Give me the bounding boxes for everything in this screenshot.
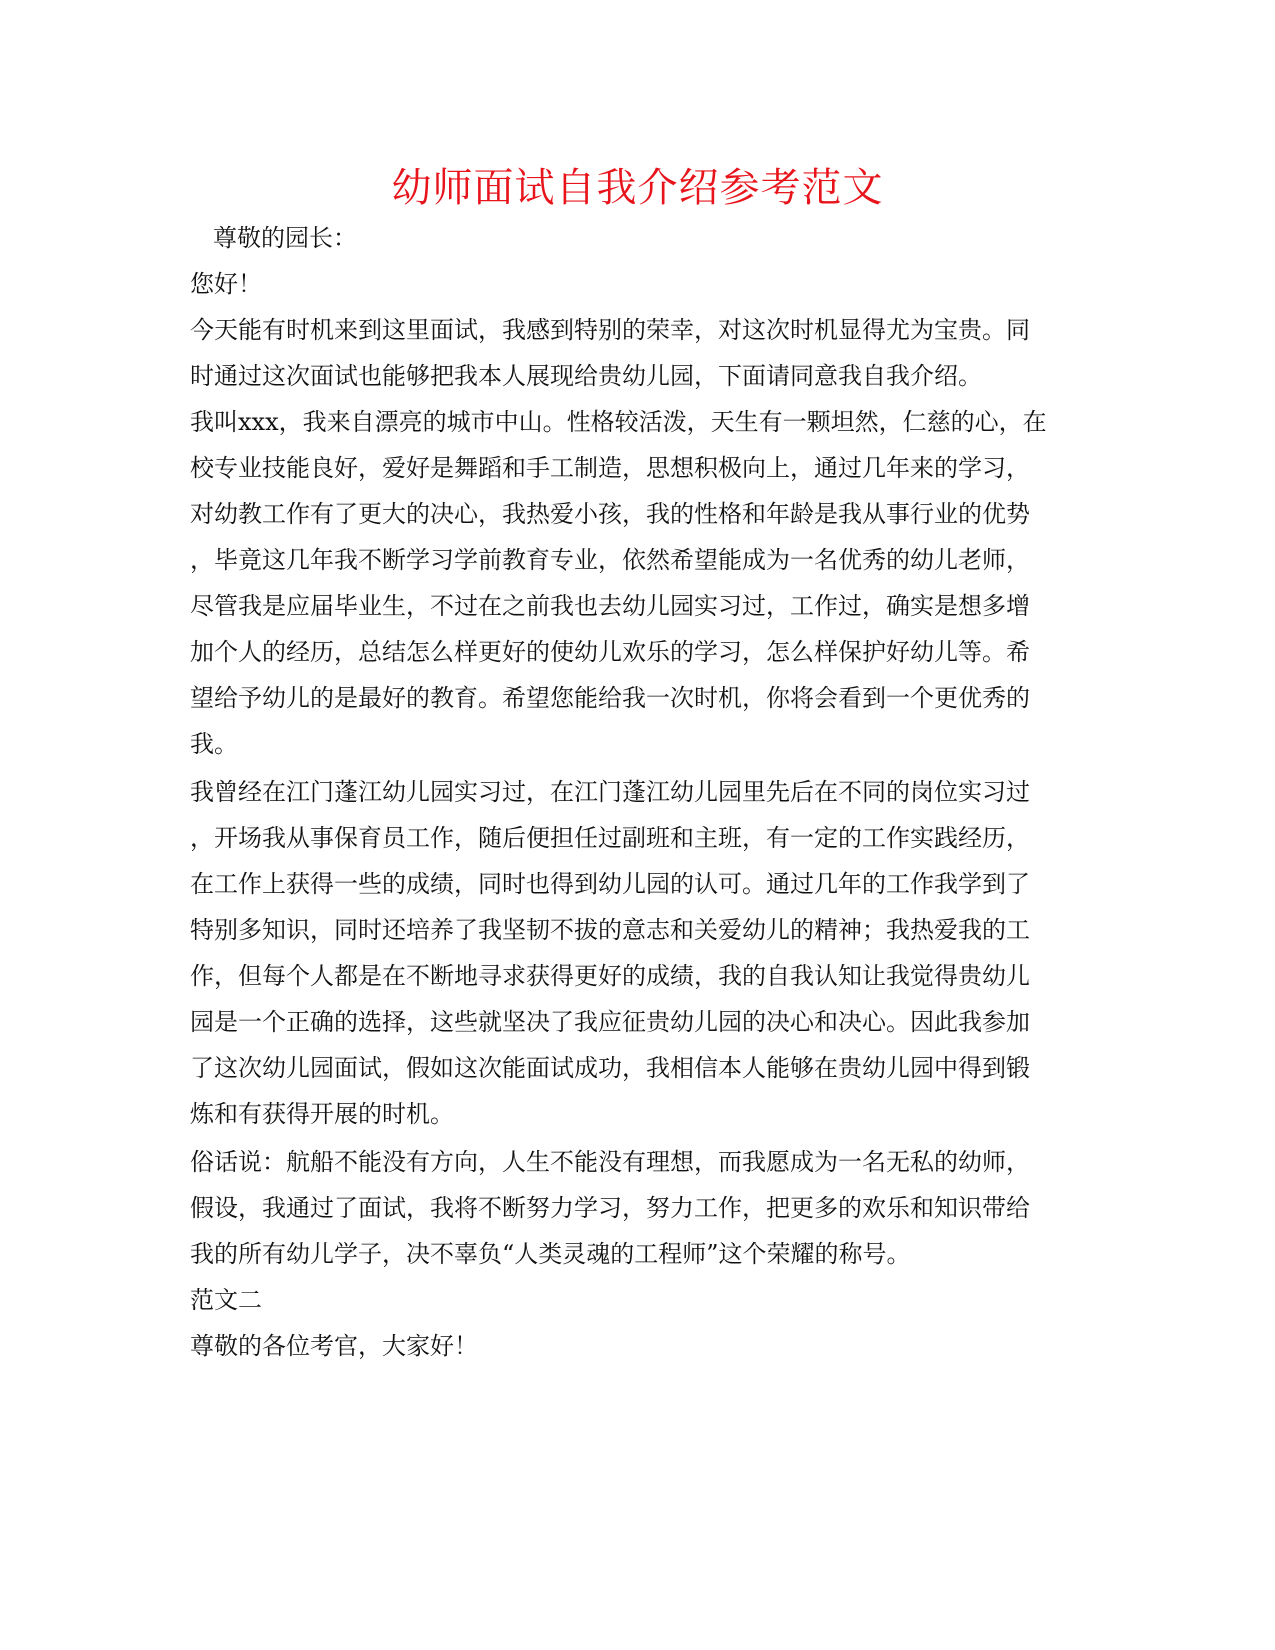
- paragraph-line: 尽管我是应届毕业生，不过在之前我也去幼儿园实习过，工作过，确实是想多增: [190, 592, 1030, 620]
- salutation-line: 尊敬的园长：: [213, 224, 357, 252]
- section-heading: 范文二: [190, 1286, 262, 1314]
- paragraph-line: 特别多知识，同时还培养了我坚韧不拔的意志和关爱幼儿的精神；我热爱我的工: [190, 916, 1030, 944]
- paragraph-line: 炼和有获得开展的时机。: [190, 1100, 454, 1128]
- paragraph-line: 望给予幼儿的是最好的教育。希望您能给我一次时机，你将会看到一个更优秀的: [190, 684, 1030, 712]
- paragraph-line: 加个人的经历，总结怎么样更好的使幼儿欢乐的学习，怎么样保护好幼儿等。希: [190, 638, 1030, 666]
- paragraph-line: 尊敬的各位考官，大家好！: [190, 1332, 478, 1360]
- paragraph-line: 作，但每个人都是在不断地寻求获得更好的成绩，我的自我认知让我觉得贵幼儿: [190, 962, 1030, 990]
- paragraph-line: 我。: [190, 730, 238, 758]
- document-title: 幼师面试自我介绍参考范文: [391, 165, 884, 211]
- paragraph-line: 今天能有时机来到这里面试，我感到特别的荣幸，对这次时机显得尤为宝贵。同: [190, 316, 1030, 344]
- paragraph-line: ，开场我从事保育员工作，随后便担任过副班和主班，有一定的工作实践经历，: [190, 824, 1030, 852]
- paragraph-line: 校专业技能良好，爱好是舞蹈和手工制造，思想积极向上，通过几年来的学习，: [190, 454, 1030, 482]
- paragraph-line: 我叫xxx，我来自漂亮的城市中山。性格较活泼，天生有一颗坦然，仁慈的心，在: [190, 408, 1047, 436]
- paragraph-line: 我的所有幼儿学子，决不辜负“人类灵魂的工程师”这个荣耀的称号。: [190, 1240, 911, 1268]
- paragraph-line: 时通过这次面试也能够把我本人展现给贵幼儿园，下面请同意我自我介绍。: [190, 362, 982, 390]
- paragraph-line: ，毕竟这几年我不断学习学前教育专业，依然希望能成为一名优秀的幼儿老师，: [190, 546, 1030, 574]
- paragraph-line: 假设，我通过了面试，我将不断努力学习，努力工作，把更多的欢乐和知识带给: [190, 1194, 1030, 1222]
- greeting-line: 您好！: [190, 270, 262, 298]
- paragraph-line: 对幼教工作有了更大的决心，我热爱小孩，我的性格和年龄是我从事行业的优势: [190, 500, 1030, 528]
- paragraph-line: 俗话说：航船不能没有方向，人生不能没有理想，而我愿成为一名无私的幼师，: [190, 1148, 1030, 1176]
- paragraph-line: 园是一个正确的选择，这些就坚决了我应征贵幼儿园的决心和决心。因此我参加: [190, 1008, 1030, 1036]
- paragraph-line: 在工作上获得一些的成绩，同时也得到幼儿园的认可。通过几年的工作我学到了: [190, 870, 1030, 898]
- paragraph-line: 我曾经在江门蓬江幼儿园实习过，在江门蓬江幼儿园里先后在不同的岗位实习过: [190, 778, 1030, 806]
- paragraph-line: 了这次幼儿园面试，假如这次能面试成功，我相信本人能够在贵幼儿园中得到锻: [190, 1054, 1030, 1082]
